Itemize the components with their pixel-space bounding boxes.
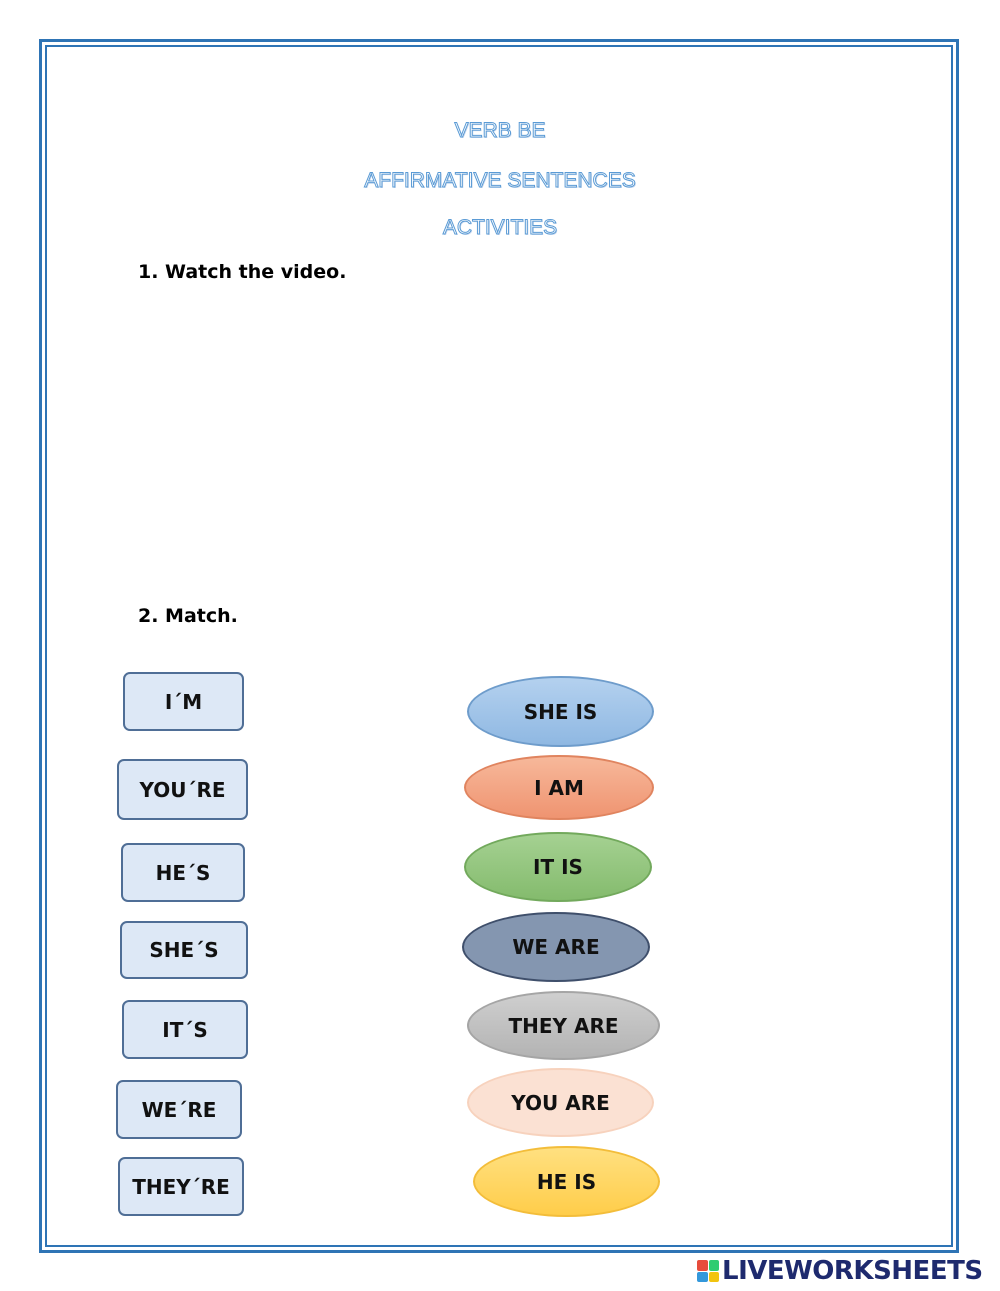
contraction-box-theyre[interactable]: THEY´RE: [118, 1157, 244, 1216]
oval-they-are[interactable]: THEY ARE: [467, 991, 660, 1060]
contraction-box-were[interactable]: WE´RE: [116, 1080, 242, 1139]
contraction-box-shes[interactable]: SHE´S: [120, 921, 248, 979]
liveworksheets-logo-text: LIVEWORKSHEETS: [722, 1256, 983, 1286]
instruction-watch-video: 1. Watch the video.: [138, 261, 347, 283]
instruction-match: 2. Match.: [138, 605, 238, 627]
contraction-box-im[interactable]: I´M: [123, 672, 244, 731]
oval-she-is[interactable]: SHE IS: [467, 676, 654, 747]
liveworksheets-logo-icon: [697, 1260, 719, 1282]
oval-i-am[interactable]: I AM: [464, 755, 654, 820]
oval-we-are[interactable]: WE ARE: [462, 912, 650, 982]
liveworksheets-logo: [697, 1255, 983, 1287]
oval-it-is[interactable]: IT IS: [464, 832, 652, 902]
oval-you-are[interactable]: YOU ARE: [467, 1068, 654, 1137]
contraction-box-hes[interactable]: HE´S: [121, 843, 245, 902]
title-activities: ACTIVITIES: [442, 216, 558, 239]
title-verb-be: VERB BE: [454, 119, 546, 142]
title-affirmative-sentences: AFFIRMATIVE SENTENCES: [364, 169, 636, 192]
contraction-box-youre[interactable]: YOU´RE: [117, 759, 248, 820]
oval-he-is[interactable]: HE IS: [473, 1146, 660, 1217]
contraction-box-its[interactable]: IT´S: [122, 1000, 248, 1059]
